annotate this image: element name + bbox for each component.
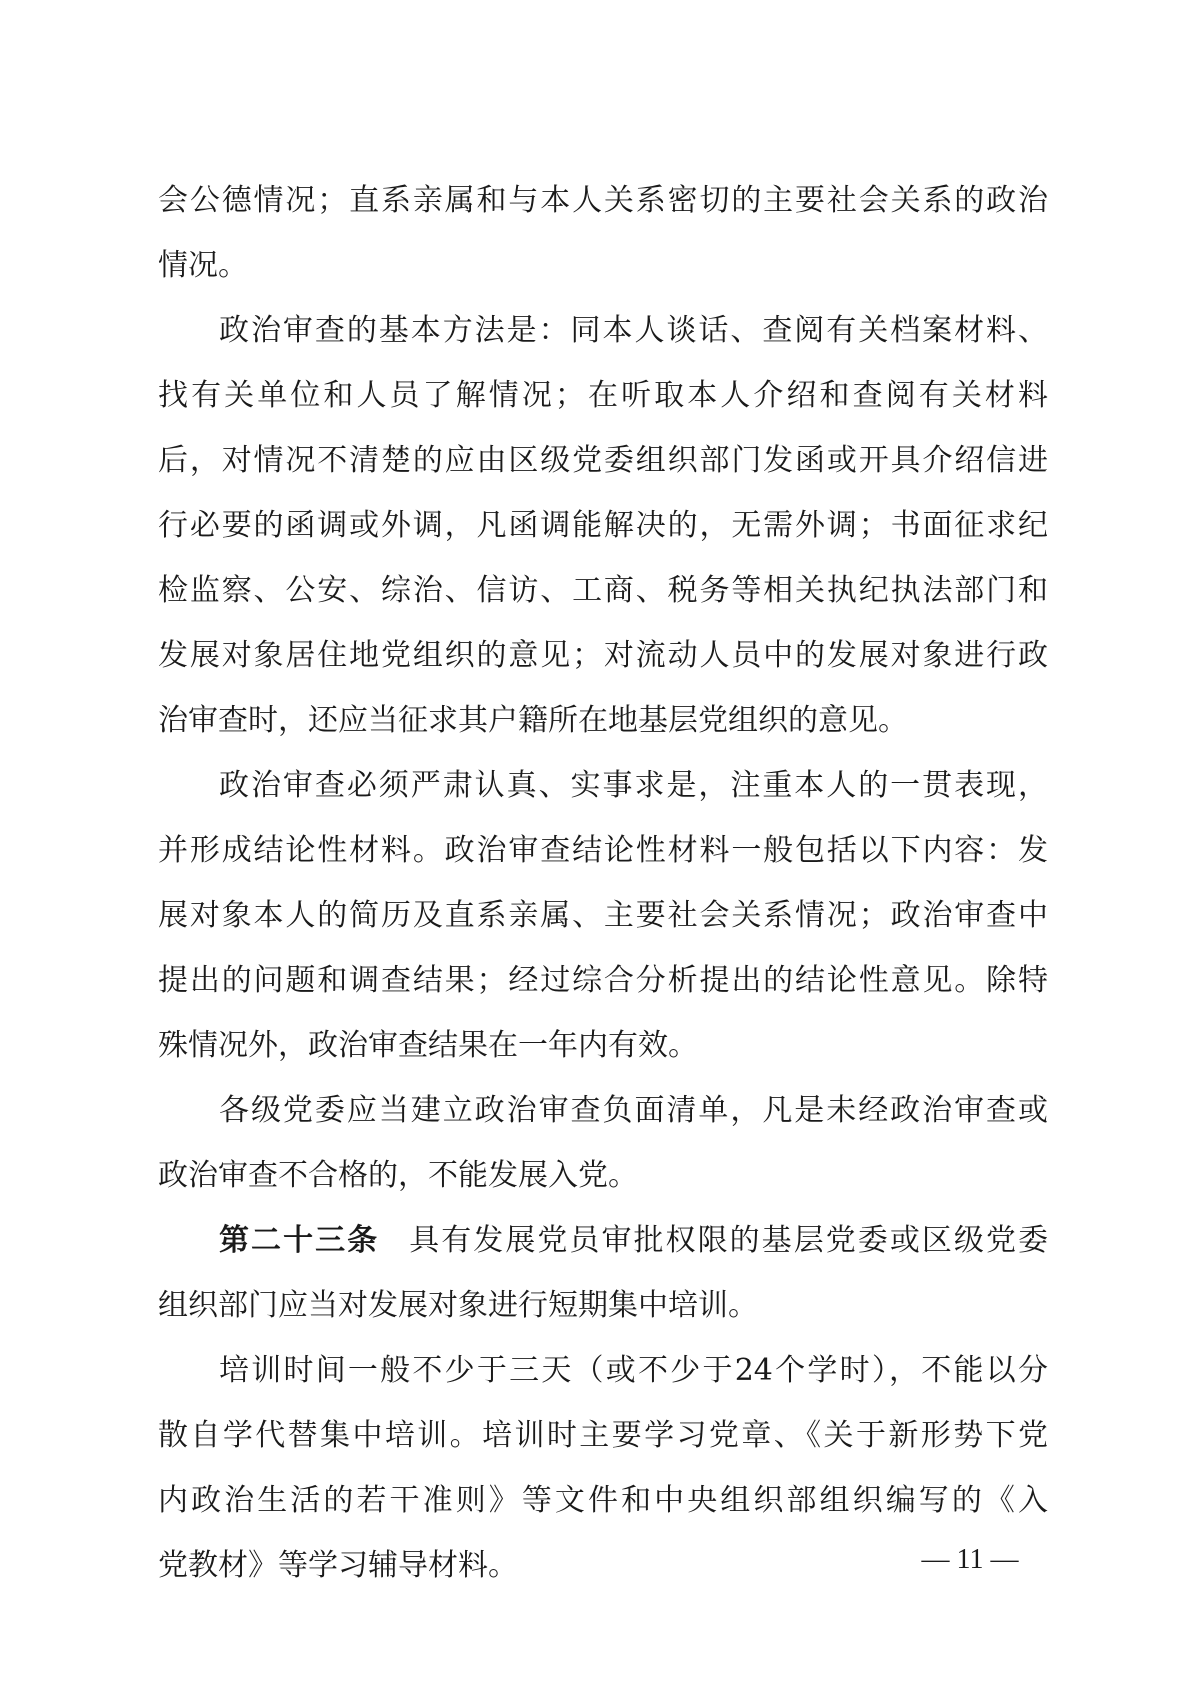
text-line: 检监察、公安、综治、信访、工商、税务等相关执纪执法部门和 xyxy=(158,573,1048,608)
text-line: 培训时间一般不少于三天（或不少于24个学时），不能以分 xyxy=(219,1353,1048,1388)
text-line: 内政治生活的若干准则》等文件和中央组织部组织编写的《入 xyxy=(158,1483,1048,1518)
text-line: 展对象本人的简历及直系亲属、主要社会关系情况；政治审查中 xyxy=(158,898,1048,933)
text-line: 并形成结论性材料。政治审查结论性材料一般包括以下内容：发 xyxy=(158,833,1048,868)
text-line: 组织部门应当对发展对象进行短期集中培训。 xyxy=(158,1288,758,1323)
text-line: 党教材》等学习辅导材料。 xyxy=(158,1548,518,1583)
text-line: 情况。 xyxy=(158,248,248,283)
page-number: — 11 — xyxy=(921,1544,1019,1575)
text-line: 政治审查必须严肃认真、实事求是，注重本人的一贯表现， xyxy=(219,768,1048,803)
text-span: 具有发展党员审批权限的基层党委或区级党委 xyxy=(409,1223,1049,1258)
article-label: 第二十三条 xyxy=(219,1223,380,1258)
text-line: 找有关单位和人员了解情况；在听取本人介绍和查阅有关材料 xyxy=(158,378,1048,413)
article-line xyxy=(158,1208,1048,1273)
text-line: 提出的问题和调查结果；经过综合分析提出的结论性意见。除特 xyxy=(158,963,1048,998)
text-line: 殊情况外，政治审查结果在一年内有效。 xyxy=(158,1028,698,1063)
text-line: 行必要的函调或外调，凡函调能解决的，无需外调；书面征求纪 xyxy=(158,508,1048,543)
text-line: 会公德情况；直系亲属和与本人关系密切的主要社会关系的政治 xyxy=(158,183,1048,218)
text-line: 政治审查的基本方法是：同本人谈话、查阅有关档案材料、 xyxy=(219,313,1048,348)
text-line: 发展对象居住地党组织的意见；对流动人员中的发展对象进行政 xyxy=(158,638,1048,673)
text-line: 后，对情况不清楚的应由区级党委组织部门发函或开具介绍信进 xyxy=(158,443,1048,478)
text-line: 治审查时，还应当征求其户籍所在地基层党组织的意见。 xyxy=(158,703,908,738)
text-line: 散自学代替集中培训。培训时主要学习党章、《关于新形势下党 xyxy=(158,1418,1048,1453)
text-line: 各级党委应当建立政治审查负面清单，凡是未经政治审查或 xyxy=(219,1093,1048,1128)
text-line: 政治审查不合格的，不能发展入党。 xyxy=(158,1158,638,1193)
body-text xyxy=(158,168,1048,1598)
